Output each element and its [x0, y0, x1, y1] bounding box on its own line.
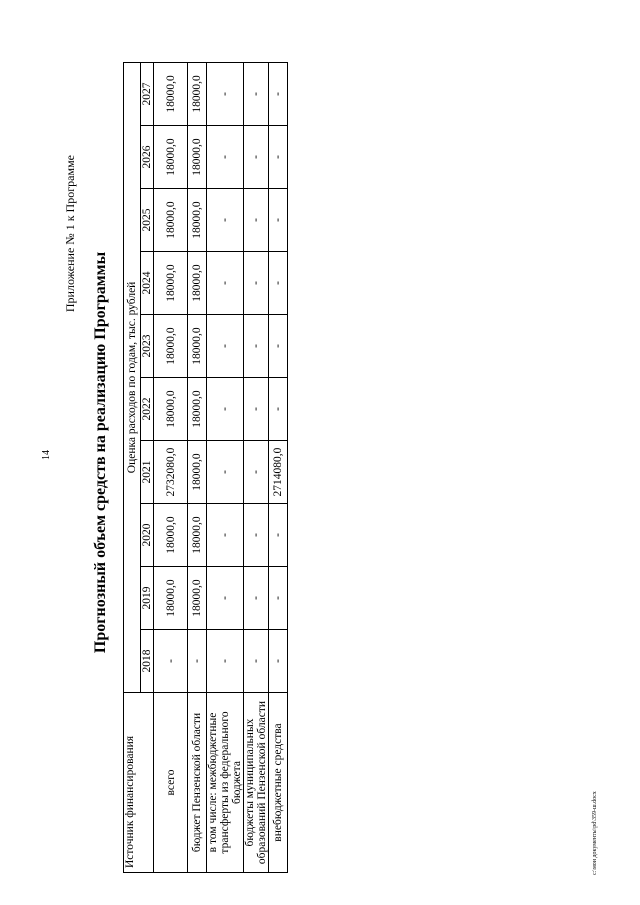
row-label: всего — [154, 693, 188, 873]
value-cell: 18000,0 — [188, 62, 207, 125]
value-cell: - — [269, 189, 288, 252]
value-cell: - — [244, 189, 269, 252]
value-cell: - — [244, 567, 269, 630]
value-cell: - — [244, 441, 269, 504]
value-cell: - — [188, 630, 207, 693]
value-cell: - — [244, 630, 269, 693]
year-header-cell: 2022 — [141, 378, 154, 441]
year-header-cell: 2018 — [141, 630, 154, 693]
value-cell: 2714080,0 — [269, 441, 288, 504]
value-cell: 18000,0 — [188, 252, 207, 315]
source-header: Источник финансирования — [124, 693, 154, 873]
value-cell: 18000,0 — [154, 378, 188, 441]
value-cell: - — [207, 504, 244, 567]
value-cell: - — [269, 126, 288, 189]
value-cell: - — [269, 567, 288, 630]
value-cell: - — [244, 252, 269, 315]
value-cell: - — [207, 252, 244, 315]
value-cell: - — [207, 315, 244, 378]
value-cell: 18000,0 — [188, 504, 207, 567]
value-cell: - — [207, 126, 244, 189]
value-cell: 2732080,0 — [154, 441, 188, 504]
row-label: в том числе: межбюджетные трансферты из федерального бюджета — [207, 693, 244, 873]
estimate-header: Оценка расходов по годам, тыс. рублей — [124, 62, 141, 692]
value-cell: - — [207, 189, 244, 252]
table-row — [244, 62, 269, 872]
year-header-cell: 2023 — [141, 315, 154, 378]
value-cell: 18000,0 — [188, 126, 207, 189]
table-row — [207, 62, 244, 872]
value-cell: - — [207, 378, 244, 441]
value-cell: 18000,0 — [188, 315, 207, 378]
value-cell: 18000,0 — [154, 62, 188, 125]
table-row — [188, 62, 207, 872]
value-cell: 18000,0 — [188, 441, 207, 504]
value-cell: - — [269, 315, 288, 378]
row-label: внебюджетные средства — [269, 693, 288, 873]
funding-table — [123, 62, 288, 873]
year-header-cell: 2027 — [141, 62, 154, 125]
value-cell: - — [244, 378, 269, 441]
value-cell: 18000,0 — [188, 189, 207, 252]
value-cell: - — [244, 62, 269, 125]
value-cell: - — [269, 252, 288, 315]
value-cell: 18000,0 — [154, 567, 188, 630]
table-row — [269, 62, 288, 872]
value-cell: 18000,0 — [154, 189, 188, 252]
value-cell: - — [269, 630, 288, 693]
row-label: бюджет Пензенской области — [188, 693, 207, 873]
value-cell: 18000,0 — [154, 252, 188, 315]
value-cell: - — [244, 126, 269, 189]
file-path-footer: c:\мои документы\pd\359-ш.docx — [592, 791, 598, 875]
value-cell: 18000,0 — [188, 567, 207, 630]
value-cell: - — [269, 504, 288, 567]
value-cell: - — [207, 441, 244, 504]
page-number: 14 — [41, 450, 52, 460]
table-row — [154, 62, 188, 872]
value-cell: - — [244, 315, 269, 378]
value-cell: - — [207, 567, 244, 630]
appendix-label: Приложение № 1 к Программе — [63, 155, 77, 313]
year-header-cell: 2024 — [141, 252, 154, 315]
year-header-cell: 2021 — [141, 441, 154, 504]
value-cell: - — [154, 630, 188, 693]
value-cell: - — [269, 378, 288, 441]
year-header-cell: 2020 — [141, 504, 154, 567]
value-cell: 18000,0 — [154, 504, 188, 567]
year-header-cell: 2025 — [141, 189, 154, 252]
value-cell: 18000,0 — [154, 315, 188, 378]
year-header-cell: 2026 — [141, 126, 154, 189]
value-cell: - — [244, 504, 269, 567]
row-label: бюджеты муниципальных образований Пензенской области — [244, 693, 269, 873]
value-cell: - — [269, 62, 288, 125]
value-cell: 18000,0 — [188, 378, 207, 441]
year-header-cell: 2019 — [141, 567, 154, 630]
value-cell: 18000,0 — [154, 126, 188, 189]
page-title: Прогнозный объем средств на реализацию Программы — [92, 251, 109, 654]
value-cell: - — [207, 630, 244, 693]
value-cell: - — [207, 62, 244, 125]
